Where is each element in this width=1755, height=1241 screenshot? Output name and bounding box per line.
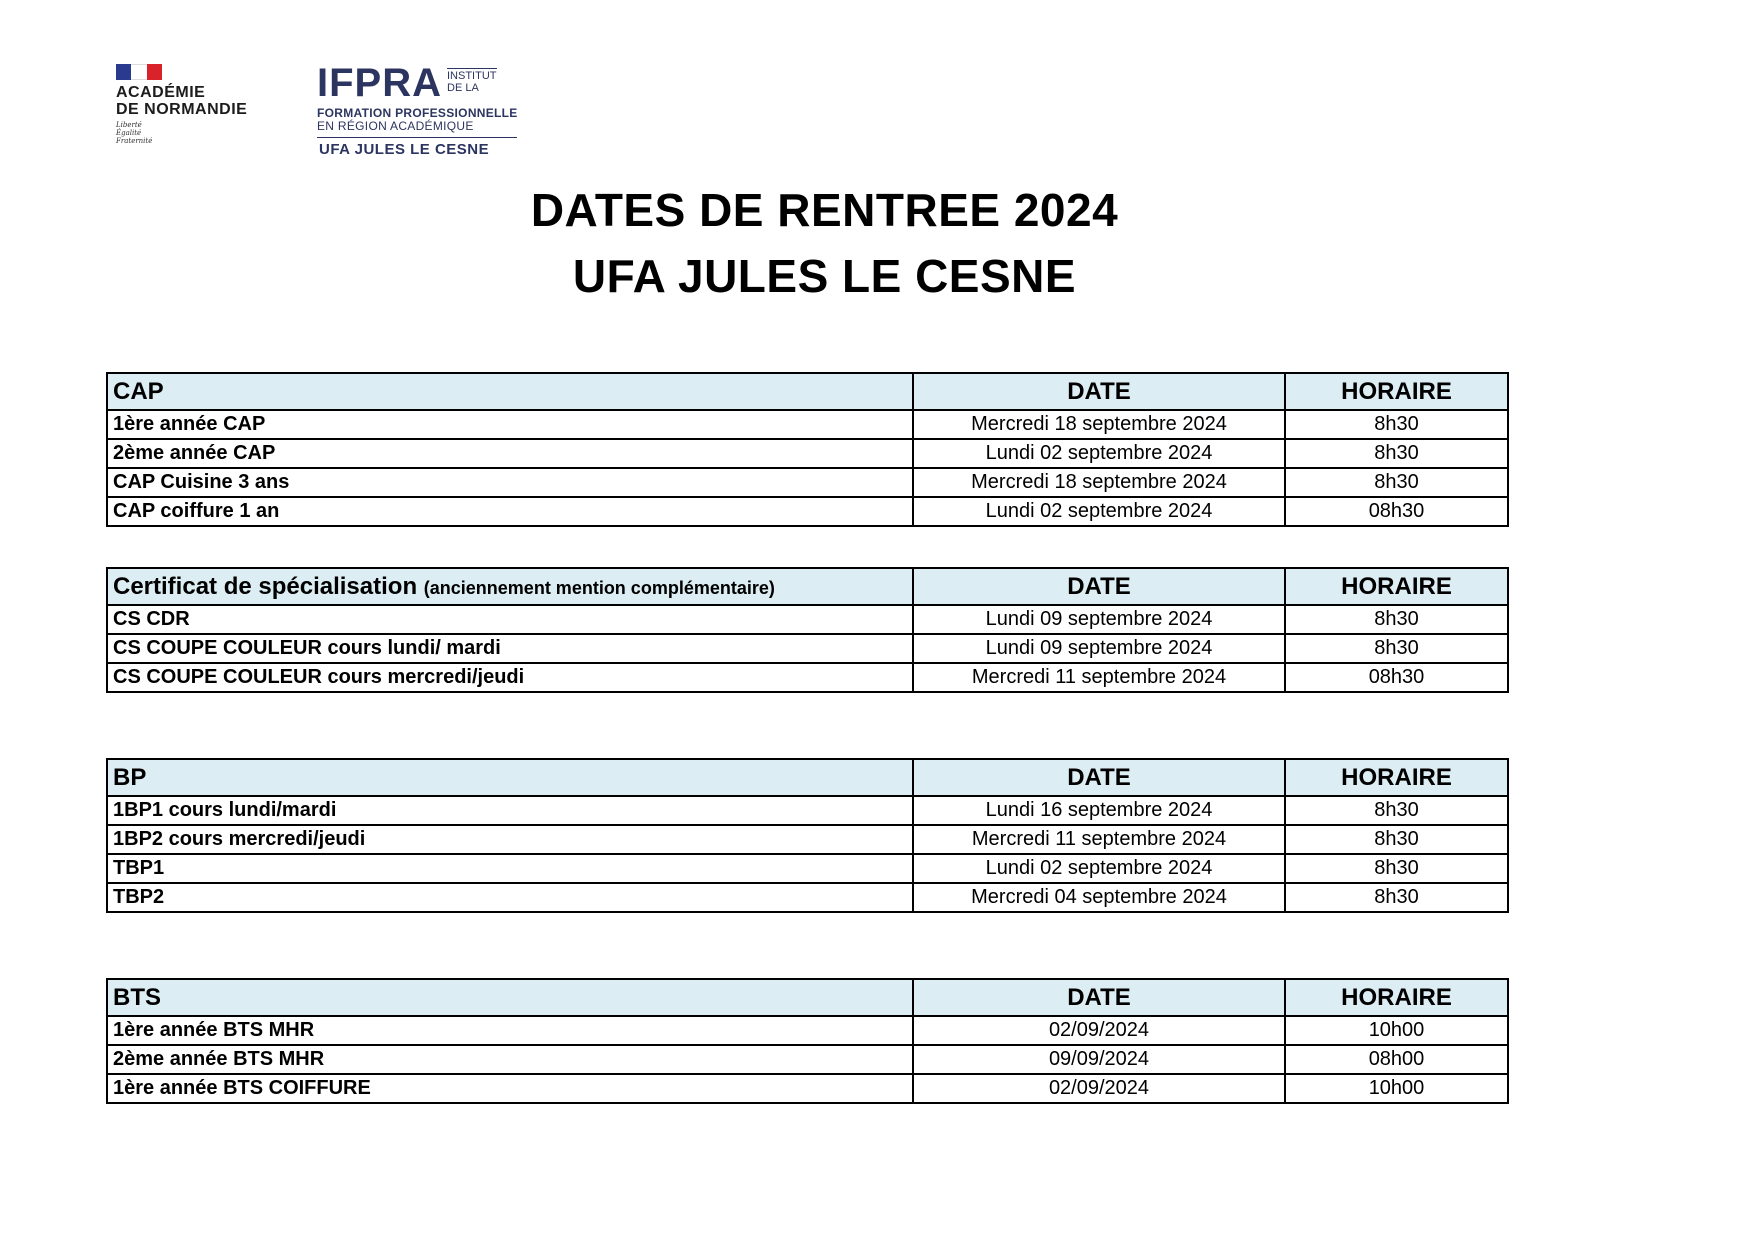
table-row <box>107 497 1508 526</box>
academie-logo-line1: ACADÉMIE <box>116 84 206 101</box>
horaire-column-header: HORAIRE <box>1285 979 1508 1016</box>
row-date: Mercredi 04 septembre 2024 <box>913 883 1285 912</box>
row-date: 02/09/2024 <box>913 1074 1285 1103</box>
row-label: CS CDR <box>107 605 913 634</box>
certificat-specialisation-table <box>106 567 1509 693</box>
row-label: TBP1 <box>107 854 913 883</box>
table-row <box>107 1045 1508 1074</box>
row-label: CS COUPE COULEUR cours lundi/ mardi <box>107 634 913 663</box>
table-header-row <box>107 568 1508 605</box>
row-date: Lundi 02 septembre 2024 <box>913 439 1285 468</box>
cap-schedule-table <box>106 372 1509 527</box>
row-time: 8h30 <box>1285 796 1508 825</box>
horaire-column-header: HORAIRE <box>1285 373 1508 410</box>
table-row <box>107 825 1508 854</box>
academie-motto <box>116 121 266 145</box>
row-date: Lundi 02 septembre 2024 <box>913 854 1285 883</box>
bts-schedule-table <box>106 978 1509 1104</box>
motto-egalite: Égalité <box>116 129 142 137</box>
section-title: Certificat de spécialisation <box>113 572 418 600</box>
table-row <box>107 410 1508 439</box>
row-label: CAP Cuisine 3 ans <box>107 468 913 497</box>
row-date: Lundi 09 septembre 2024 <box>913 605 1285 634</box>
table-row <box>107 468 1508 497</box>
row-label: 1BP1 cours lundi/mardi <box>107 796 913 825</box>
row-time: 8h30 <box>1285 634 1508 663</box>
row-label: 1ère année BTS COIFFURE <box>107 1074 913 1103</box>
table-header-row <box>107 373 1508 410</box>
academie-normandie-logo <box>116 64 266 164</box>
table-row <box>107 605 1508 634</box>
row-date: Mercredi 11 septembre 2024 <box>913 663 1285 692</box>
table-row <box>107 1074 1508 1103</box>
horaire-column-header: HORAIRE <box>1285 568 1508 605</box>
row-label: TBP2 <box>107 883 913 912</box>
row-time: 08h00 <box>1285 1045 1508 1074</box>
ifpra-institut-line1: INSTITUT <box>447 70 497 82</box>
ifpra-logo-line2: EN RÉGION ACADÉMIQUE <box>317 119 474 133</box>
bp-schedule-table <box>106 758 1509 913</box>
motto-fraternite: Fraternité <box>116 137 153 145</box>
row-time: 8h30 <box>1285 605 1508 634</box>
ifpra-logo-divider <box>317 137 517 138</box>
section-title: BTS <box>107 979 913 1016</box>
horaire-column-header: HORAIRE <box>1285 759 1508 796</box>
section-title: CAP <box>107 373 913 410</box>
table-header-row <box>107 759 1508 796</box>
row-time: 8h30 <box>1285 439 1508 468</box>
row-time: 10h00 <box>1285 1016 1508 1045</box>
row-time: 8h30 <box>1285 825 1508 854</box>
date-column-header: DATE <box>913 373 1285 410</box>
row-label: 1ère année BTS MHR <box>107 1016 913 1045</box>
french-flag-icon <box>116 64 162 80</box>
ifpra-institut-line2: DE LA <box>447 82 479 94</box>
row-time: 8h30 <box>1285 468 1508 497</box>
motto-liberte: Liberté <box>116 121 142 129</box>
row-date: Mercredi 18 septembre 2024 <box>913 410 1285 439</box>
row-time: 08h30 <box>1285 663 1508 692</box>
date-column-header: DATE <box>913 759 1285 796</box>
table-row <box>107 883 1508 912</box>
row-date: Lundi 16 septembre 2024 <box>913 796 1285 825</box>
section-title-cell <box>107 568 913 605</box>
date-column-header: DATE <box>913 979 1285 1016</box>
row-label: 1ère année CAP <box>107 410 913 439</box>
table-row <box>107 663 1508 692</box>
date-column-header: DATE <box>913 568 1285 605</box>
row-time: 10h00 <box>1285 1074 1508 1103</box>
row-label: 1BP2 cours mercredi/jeudi <box>107 825 913 854</box>
row-date: 02/09/2024 <box>913 1016 1285 1045</box>
row-date: Lundi 02 septembre 2024 <box>913 497 1285 526</box>
row-date: Mercredi 11 septembre 2024 <box>913 825 1285 854</box>
table-row <box>107 634 1508 663</box>
ifpra-logo <box>317 61 557 164</box>
section-title: BP <box>107 759 913 796</box>
row-time: 8h30 <box>1285 410 1508 439</box>
row-date: 09/09/2024 <box>913 1045 1285 1074</box>
table-row <box>107 796 1508 825</box>
row-date: Mercredi 18 septembre 2024 <box>913 468 1285 497</box>
ifpra-logo-ufa: UFA JULES LE CESNE <box>319 141 490 158</box>
ifpra-logo-institut <box>447 68 497 94</box>
row-date: Lundi 09 septembre 2024 <box>913 634 1285 663</box>
page-title-line1: DATES DE RENTREE 2024 <box>530 184 1119 236</box>
row-label: CAP coiffure 1 an <box>107 497 913 526</box>
row-time: 08h30 <box>1285 497 1508 526</box>
table-row <box>107 854 1508 883</box>
ifpra-logo-line1: FORMATION PROFESSIONNELLE <box>317 106 518 120</box>
page-title-line2: UFA JULES LE CESNE <box>572 250 1077 302</box>
table-row <box>107 1016 1508 1045</box>
row-label: CS COUPE COULEUR cours mercredi/jeudi <box>107 663 913 692</box>
section-subtitle: (anciennement mention complémentaire) <box>423 577 775 598</box>
row-label: 2ème année BTS MHR <box>107 1045 913 1074</box>
ifpra-logo-name: IFPRA <box>317 61 442 105</box>
academie-logo-line2: DE NORMANDIE <box>116 101 248 118</box>
row-label: 2ème année CAP <box>107 439 913 468</box>
row-time: 8h30 <box>1285 854 1508 883</box>
table-header-row <box>107 979 1508 1016</box>
row-time: 8h30 <box>1285 883 1508 912</box>
table-row <box>107 439 1508 468</box>
